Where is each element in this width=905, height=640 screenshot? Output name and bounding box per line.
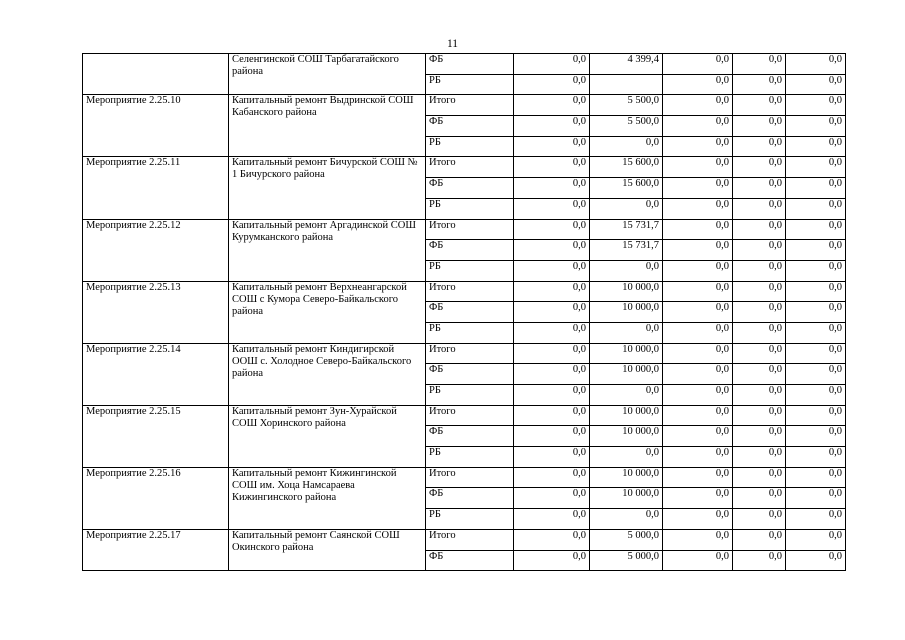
- value-cell: 0,0: [733, 467, 786, 488]
- table-row: [83, 95, 846, 116]
- value-cell: 0,0: [786, 467, 846, 488]
- value-cell: 0,0: [663, 116, 733, 137]
- value-cell: 0,0: [514, 447, 590, 468]
- value-cell: 0,0: [786, 385, 846, 406]
- value-cell: 0,0: [786, 322, 846, 343]
- funding-source-cell: РБ: [426, 385, 514, 406]
- funding-source-cell: РБ: [426, 74, 514, 95]
- value-cell: 0,0: [663, 281, 733, 302]
- event-code-cell: Мероприятие 2.25.13: [83, 281, 229, 343]
- value-cell: 0,0: [590, 260, 663, 281]
- value-cell: 0,0: [590, 136, 663, 157]
- value-cell: 0,0: [663, 385, 733, 406]
- value-cell: 0,0: [786, 260, 846, 281]
- value-cell: 0,0: [786, 95, 846, 116]
- table-row: [83, 281, 846, 302]
- value-cell: 0,0: [733, 529, 786, 550]
- value-cell: 0,0: [514, 550, 590, 571]
- funding-source-cell: РБ: [426, 136, 514, 157]
- event-code-cell: [83, 54, 229, 95]
- event-name-cell: Капитальный ремонт Верхнеангарской СОШ с Кумора Северо-Байкальского района: [229, 281, 426, 343]
- value-cell: 10 000,0: [590, 467, 663, 488]
- funding-source-cell: РБ: [426, 509, 514, 530]
- value-cell: 0,0: [663, 178, 733, 199]
- value-cell: 0,0: [514, 219, 590, 240]
- event-code-cell: Мероприятие 2.25.15: [83, 405, 229, 467]
- table-row: [83, 157, 846, 178]
- value-cell: 0,0: [733, 343, 786, 364]
- event-name-cell: Капитальный ремонт Кижингинской СОШ им. Хоца Намсараева Кижингинского района: [229, 467, 426, 529]
- funding-source-cell: ФБ: [426, 178, 514, 199]
- value-cell: 0,0: [590, 198, 663, 219]
- value-cell: 0,0: [590, 322, 663, 343]
- funding-source-cell: Итого: [426, 219, 514, 240]
- event-name-cell: Капитальный ремонт Киндигирской ООШ с. Холодное Северо-Байкальского района: [229, 343, 426, 405]
- value-cell: 10 000,0: [590, 364, 663, 385]
- value-cell: 0,0: [514, 240, 590, 261]
- value-cell: 0,0: [663, 219, 733, 240]
- value-cell: 0,0: [786, 426, 846, 447]
- funding-source-cell: Итого: [426, 281, 514, 302]
- table-row: [83, 219, 846, 240]
- table-row: [83, 343, 846, 364]
- value-cell: 0,0: [514, 509, 590, 530]
- value-cell: 0,0: [663, 198, 733, 219]
- value-cell: 0,0: [733, 136, 786, 157]
- value-cell: 0,0: [514, 467, 590, 488]
- value-cell: 0,0: [663, 364, 733, 385]
- value-cell: 5 000,0: [590, 550, 663, 571]
- event-name-cell: Селенгинской СОШ Тарбагатайского района: [229, 54, 426, 95]
- value-cell: 0,0: [663, 529, 733, 550]
- value-cell: 15 731,7: [590, 219, 663, 240]
- value-cell: 0,0: [514, 178, 590, 199]
- value-cell: 0,0: [514, 281, 590, 302]
- table-row: [83, 405, 846, 426]
- value-cell: 0,0: [663, 74, 733, 95]
- value-cell: 0,0: [786, 74, 846, 95]
- value-cell: 0,0: [663, 467, 733, 488]
- value-cell: 0,0: [733, 509, 786, 530]
- event-name-cell: Капитальный ремонт Бичурской СОШ № 1 Бичурского района: [229, 157, 426, 219]
- value-cell: 5 500,0: [590, 116, 663, 137]
- funding-source-cell: Итого: [426, 467, 514, 488]
- value-cell: 0,0: [733, 198, 786, 219]
- funding-source-cell: ФБ: [426, 54, 514, 75]
- value-cell: 10 000,0: [590, 281, 663, 302]
- value-cell: 0,0: [663, 240, 733, 261]
- value-cell: 0,0: [733, 281, 786, 302]
- value-cell: 0,0: [663, 550, 733, 571]
- value-cell: 0,0: [514, 322, 590, 343]
- value-cell: 0,0: [514, 116, 590, 137]
- value-cell: 0,0: [514, 529, 590, 550]
- value-cell: 0,0: [733, 302, 786, 323]
- value-cell: 0,0: [786, 405, 846, 426]
- funding-source-cell: Итого: [426, 343, 514, 364]
- funding-source-cell: ФБ: [426, 488, 514, 509]
- value-cell: 0,0: [663, 260, 733, 281]
- value-cell: 0,0: [786, 302, 846, 323]
- value-cell: 0,0: [733, 219, 786, 240]
- value-cell: 0,0: [733, 385, 786, 406]
- event-code-cell: Мероприятие 2.25.12: [83, 219, 229, 281]
- event-name-cell: Капитальный ремонт Саянской СОШ Окинского района: [229, 529, 426, 570]
- event-name-cell: Капитальный ремонт Зун-Хурайской СОШ Хоринского района: [229, 405, 426, 467]
- value-cell: 0,0: [733, 426, 786, 447]
- value-cell: 0,0: [590, 447, 663, 468]
- event-code-cell: Мероприятие 2.25.11: [83, 157, 229, 219]
- funding-source-cell: РБ: [426, 447, 514, 468]
- value-cell: 0,0: [786, 343, 846, 364]
- value-cell: 0,0: [786, 550, 846, 571]
- funding-source-cell: РБ: [426, 260, 514, 281]
- value-cell: 4 399,4: [590, 54, 663, 75]
- table-body: [83, 54, 846, 571]
- value-cell: 0,0: [786, 157, 846, 178]
- value-cell: 0,0: [663, 302, 733, 323]
- table-row: [83, 54, 846, 75]
- funding-source-cell: РБ: [426, 322, 514, 343]
- event-name-cell: Капитальный ремонт Аргадинской СОШ Курумканского района: [229, 219, 426, 281]
- value-cell: 0,0: [733, 74, 786, 95]
- value-cell: 0,0: [514, 136, 590, 157]
- value-cell: 0,0: [786, 364, 846, 385]
- value-cell: 15 731,7: [590, 240, 663, 261]
- value-cell: 0,0: [786, 116, 846, 137]
- event-name-cell: Капитальный ремонт Выдринской СОШ Кабанского района: [229, 95, 426, 157]
- value-cell: 0,0: [514, 426, 590, 447]
- value-cell: 0,0: [733, 95, 786, 116]
- value-cell: 0,0: [514, 260, 590, 281]
- value-cell: 0,0: [663, 405, 733, 426]
- value-cell: 0,0: [514, 405, 590, 426]
- budget-table: [82, 53, 846, 571]
- funding-source-cell: ФБ: [426, 240, 514, 261]
- value-cell: 0,0: [733, 157, 786, 178]
- value-cell: 0,0: [514, 54, 590, 75]
- value-cell: 0,0: [663, 343, 733, 364]
- value-cell: 10 000,0: [590, 426, 663, 447]
- value-cell: 0,0: [733, 322, 786, 343]
- value-cell: 0,0: [786, 488, 846, 509]
- value-cell: 0,0: [514, 198, 590, 219]
- value-cell: 0,0: [733, 54, 786, 75]
- value-cell: 0,0: [733, 260, 786, 281]
- funding-source-cell: ФБ: [426, 302, 514, 323]
- value-cell: 0,0: [514, 157, 590, 178]
- funding-source-cell: РБ: [426, 198, 514, 219]
- funding-source-cell: Итого: [426, 95, 514, 116]
- value-cell: 0,0: [663, 322, 733, 343]
- value-cell: 0,0: [786, 219, 846, 240]
- value-cell: 0,0: [733, 240, 786, 261]
- value-cell: 15 600,0: [590, 178, 663, 199]
- funding-source-cell: Итого: [426, 157, 514, 178]
- value-cell: 10 000,0: [590, 343, 663, 364]
- value-cell: 0,0: [786, 198, 846, 219]
- value-cell: 0,0: [663, 136, 733, 157]
- value-cell: [590, 74, 663, 95]
- funding-source-cell: ФБ: [426, 426, 514, 447]
- event-code-cell: Мероприятие 2.25.17: [83, 529, 229, 570]
- value-cell: 0,0: [786, 447, 846, 468]
- value-cell: 5 000,0: [590, 529, 663, 550]
- value-cell: 0,0: [786, 240, 846, 261]
- value-cell: 0,0: [514, 343, 590, 364]
- event-code-cell: Мероприятие 2.25.14: [83, 343, 229, 405]
- value-cell: 0,0: [663, 426, 733, 447]
- value-cell: 0,0: [733, 488, 786, 509]
- value-cell: 0,0: [514, 95, 590, 116]
- event-code-cell: Мероприятие 2.25.10: [83, 95, 229, 157]
- value-cell: 0,0: [786, 281, 846, 302]
- funding-source-cell: ФБ: [426, 364, 514, 385]
- value-cell: 0,0: [663, 509, 733, 530]
- value-cell: 0,0: [786, 54, 846, 75]
- value-cell: 0,0: [514, 385, 590, 406]
- value-cell: 0,0: [663, 54, 733, 75]
- value-cell: 0,0: [514, 488, 590, 509]
- funding-source-cell: ФБ: [426, 550, 514, 571]
- value-cell: 0,0: [733, 178, 786, 199]
- value-cell: 0,0: [786, 136, 846, 157]
- value-cell: 0,0: [733, 364, 786, 385]
- value-cell: 0,0: [733, 116, 786, 137]
- value-cell: 0,0: [514, 74, 590, 95]
- table-row: [83, 529, 846, 550]
- page-number: 11: [446, 38, 459, 50]
- value-cell: 0,0: [786, 178, 846, 199]
- value-cell: 0,0: [786, 529, 846, 550]
- funding-source-cell: ФБ: [426, 116, 514, 137]
- value-cell: 5 500,0: [590, 95, 663, 116]
- value-cell: 0,0: [733, 447, 786, 468]
- value-cell: 0,0: [590, 509, 663, 530]
- value-cell: 0,0: [663, 95, 733, 116]
- value-cell: 0,0: [590, 385, 663, 406]
- value-cell: 0,0: [786, 509, 846, 530]
- event-code-cell: Мероприятие 2.25.16: [83, 467, 229, 529]
- value-cell: 15 600,0: [590, 157, 663, 178]
- value-cell: 0,0: [663, 488, 733, 509]
- table-row: [83, 467, 846, 488]
- value-cell: 10 000,0: [590, 302, 663, 323]
- funding-source-cell: Итого: [426, 405, 514, 426]
- value-cell: 0,0: [514, 302, 590, 323]
- value-cell: 0,0: [733, 405, 786, 426]
- funding-source-cell: Итого: [426, 529, 514, 550]
- value-cell: 0,0: [514, 364, 590, 385]
- value-cell: 0,0: [663, 447, 733, 468]
- value-cell: 0,0: [733, 550, 786, 571]
- value-cell: 0,0: [663, 157, 733, 178]
- value-cell: 10 000,0: [590, 488, 663, 509]
- value-cell: 10 000,0: [590, 405, 663, 426]
